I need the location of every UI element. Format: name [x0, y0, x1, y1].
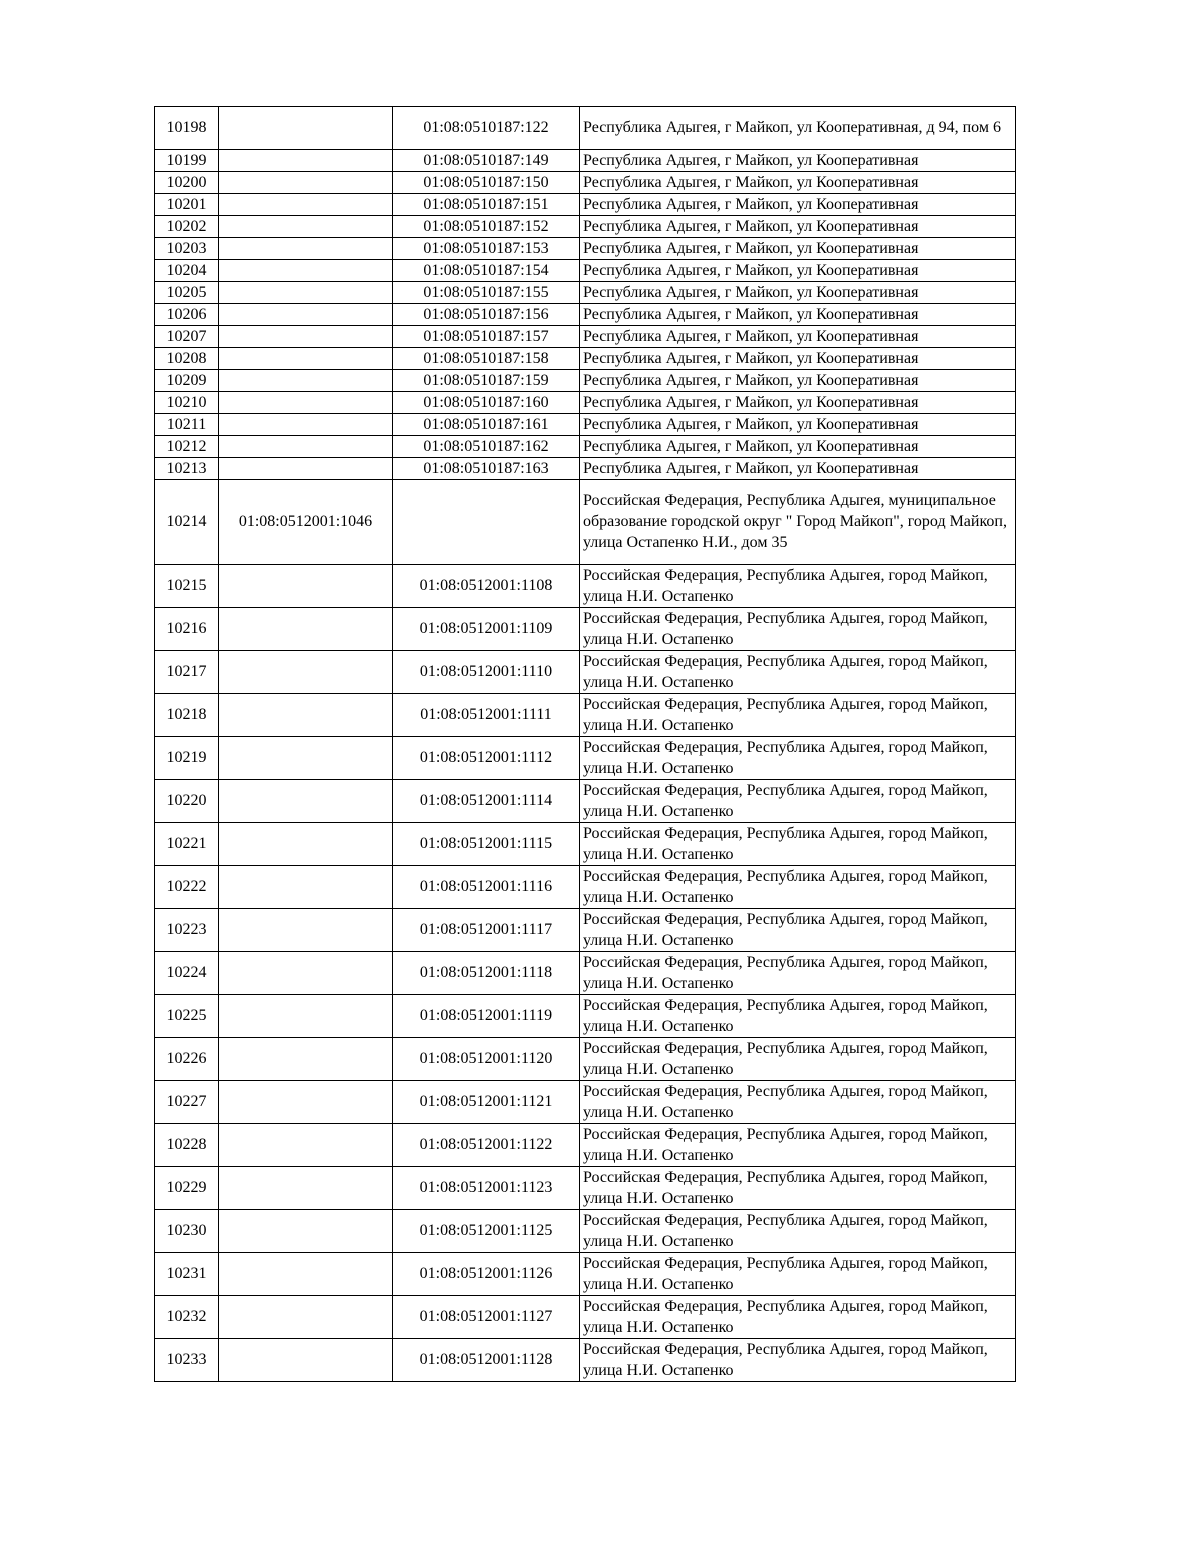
- cadastral-number-cell: [219, 1252, 393, 1295]
- table-row: [155, 1080, 1016, 1123]
- address-cell: Российская Федерация, Республика Адыгея, город Майкоп, улица Н.И. Остапенко: [580, 822, 1016, 865]
- related-cadastral-number-cell: 01:08:0512001:1127: [393, 1295, 580, 1338]
- related-cadastral-number-cell: 01:08:0510187:157: [393, 325, 580, 347]
- table-row: [155, 479, 1016, 564]
- row-number-cell: 10209: [155, 369, 219, 391]
- row-number-cell: 10207: [155, 325, 219, 347]
- related-cadastral-number-cell: [393, 479, 580, 564]
- row-number-cell: 10210: [155, 391, 219, 413]
- related-cadastral-number-cell: 01:08:0512001:1116: [393, 865, 580, 908]
- row-number-cell: 10231: [155, 1252, 219, 1295]
- cadastral-number-cell: [219, 822, 393, 865]
- cadastral-number-cell: [219, 281, 393, 303]
- row-number-cell: 10218: [155, 693, 219, 736]
- address-cell: Российская Федерация, Республика Адыгея, город Майкоп, улица Н.И. Остапенко: [580, 994, 1016, 1037]
- table-row: [155, 171, 1016, 193]
- row-number-cell: 10227: [155, 1080, 219, 1123]
- table-row: [155, 107, 1016, 150]
- related-cadastral-number-cell: 01:08:0512001:1117: [393, 908, 580, 951]
- table-row: [155, 779, 1016, 822]
- related-cadastral-number-cell: 01:08:0512001:1115: [393, 822, 580, 865]
- row-number-cell: 10202: [155, 215, 219, 237]
- related-cadastral-number-cell: 01:08:0512001:1121: [393, 1080, 580, 1123]
- address-cell: Российская Федерация, Республика Адыгея, город Майкоп, улица Н.И. Остапенко: [580, 908, 1016, 951]
- related-cadastral-number-cell: 01:08:0512001:1128: [393, 1338, 580, 1381]
- related-cadastral-number-cell: 01:08:0512001:1109: [393, 607, 580, 650]
- cadastral-number-cell: [219, 951, 393, 994]
- related-cadastral-number-cell: 01:08:0512001:1119: [393, 994, 580, 1037]
- address-cell: Российская Федерация, Республика Адыгея, город Майкоп, улица Н.И. Остапенко: [580, 650, 1016, 693]
- cadastral-number-cell: [219, 994, 393, 1037]
- table-row: [155, 215, 1016, 237]
- address-cell: Республика Адыгея, г Майкоп, ул Кооперативная: [580, 457, 1016, 479]
- cadastral-number-cell: [219, 736, 393, 779]
- table-row: [155, 435, 1016, 457]
- table-row: [155, 564, 1016, 607]
- row-number-cell: 10200: [155, 171, 219, 193]
- row-number-cell: 10205: [155, 281, 219, 303]
- registry-table-body: [155, 107, 1016, 1382]
- table-row: [155, 736, 1016, 779]
- address-cell: Республика Адыгея, г Майкоп, ул Кооперативная: [580, 193, 1016, 215]
- table-row: [155, 457, 1016, 479]
- related-cadastral-number-cell: 01:08:0510187:161: [393, 413, 580, 435]
- related-cadastral-number-cell: 01:08:0510187:151: [393, 193, 580, 215]
- row-number-cell: 10229: [155, 1166, 219, 1209]
- cadastral-number-cell: [219, 369, 393, 391]
- table-row: [155, 369, 1016, 391]
- table-row: [155, 193, 1016, 215]
- table-row: [155, 325, 1016, 347]
- address-cell: Российская Федерация, Республика Адыгея, город Майкоп, улица Н.И. Остапенко: [580, 865, 1016, 908]
- related-cadastral-number-cell: 01:08:0512001:1111: [393, 693, 580, 736]
- related-cadastral-number-cell: 01:08:0512001:1118: [393, 951, 580, 994]
- cadastral-number-cell: [219, 1037, 393, 1080]
- address-cell: Российская Федерация, Республика Адыгея, город Майкоп, улица Н.И. Остапенко: [580, 736, 1016, 779]
- address-cell: Российская Федерация, Республика Адыгея, город Майкоп, улица Н.И. Остапенко: [580, 1166, 1016, 1209]
- cadastral-number-cell: [219, 865, 393, 908]
- row-number-cell: 10208: [155, 347, 219, 369]
- row-number-cell: 10214: [155, 479, 219, 564]
- address-cell: Российская Федерация, Республика Адыгея, город Майкоп, улица Н.И. Остапенко: [580, 607, 1016, 650]
- related-cadastral-number-cell: 01:08:0510187:149: [393, 149, 580, 171]
- table-row: [155, 391, 1016, 413]
- related-cadastral-number-cell: 01:08:0510187:152: [393, 215, 580, 237]
- address-cell: Российская Федерация, Республика Адыгея, город Майкоп, улица Н.И. Остапенко: [580, 1209, 1016, 1252]
- table-row: [155, 822, 1016, 865]
- row-number-cell: 10232: [155, 1295, 219, 1338]
- related-cadastral-number-cell: 01:08:0510187:159: [393, 369, 580, 391]
- cadastral-number-cell: [219, 347, 393, 369]
- related-cadastral-number-cell: 01:08:0510187:162: [393, 435, 580, 457]
- row-number-cell: 10233: [155, 1338, 219, 1381]
- row-number-cell: 10220: [155, 779, 219, 822]
- address-cell: Республика Адыгея, г Майкоп, ул Кооперативная: [580, 259, 1016, 281]
- related-cadastral-number-cell: 01:08:0512001:1122: [393, 1123, 580, 1166]
- table-row: [155, 1295, 1016, 1338]
- address-cell: Республика Адыгея, г Майкоп, ул Кооперативная: [580, 325, 1016, 347]
- related-cadastral-number-cell: 01:08:0510187:154: [393, 259, 580, 281]
- table-row: [155, 347, 1016, 369]
- cadastral-number-cell: [219, 693, 393, 736]
- address-cell: Республика Адыгея, г Майкоп, ул Кооперативная: [580, 435, 1016, 457]
- related-cadastral-number-cell: 01:08:0510187:158: [393, 347, 580, 369]
- table-row: [155, 281, 1016, 303]
- cadastral-number-cell: [219, 1166, 393, 1209]
- cadastral-number-cell: [219, 564, 393, 607]
- related-cadastral-number-cell: 01:08:0510187:150: [393, 171, 580, 193]
- related-cadastral-number-cell: 01:08:0510187:156: [393, 303, 580, 325]
- cadastral-number-cell: [219, 391, 393, 413]
- related-cadastral-number-cell: 01:08:0510187:153: [393, 237, 580, 259]
- cadastral-number-cell: [219, 193, 393, 215]
- cadastral-number-cell: [219, 1209, 393, 1252]
- address-cell: Российская Федерация, Республика Адыгея, город Майкоп, улица Н.И. Остапенко: [580, 1123, 1016, 1166]
- address-cell: Республика Адыгея, г Майкоп, ул Кооперативная: [580, 391, 1016, 413]
- related-cadastral-number-cell: 01:08:0510187:163: [393, 457, 580, 479]
- address-cell: Республика Адыгея, г Майкоп, ул Кооперативная: [580, 171, 1016, 193]
- row-number-cell: 10224: [155, 951, 219, 994]
- row-number-cell: 10204: [155, 259, 219, 281]
- row-number-cell: 10198: [155, 107, 219, 150]
- address-cell: Республика Адыгея, г Майкоп, ул Кооперативная: [580, 347, 1016, 369]
- cadastral-number-cell: [219, 215, 393, 237]
- row-number-cell: 10203: [155, 237, 219, 259]
- address-cell: Российская Федерация, Республика Адыгея, город Майкоп, улица Н.И. Остапенко: [580, 951, 1016, 994]
- related-cadastral-number-cell: 01:08:0510187:122: [393, 107, 580, 150]
- table-row: [155, 951, 1016, 994]
- row-number-cell: 10223: [155, 908, 219, 951]
- row-number-cell: 10230: [155, 1209, 219, 1252]
- cadastral-number-cell: [219, 435, 393, 457]
- address-cell: Российская Федерация, Республика Адыгея, город Майкоп, улица Н.И. Остапенко: [580, 1037, 1016, 1080]
- related-cadastral-number-cell: 01:08:0512001:1110: [393, 650, 580, 693]
- registry-table: [154, 106, 1016, 1382]
- cadastral-number-cell: [219, 607, 393, 650]
- row-number-cell: 10225: [155, 994, 219, 1037]
- address-cell: Республика Адыгея, г Майкоп, ул Кооперативная: [580, 413, 1016, 435]
- cadastral-number-cell: [219, 303, 393, 325]
- related-cadastral-number-cell: 01:08:0512001:1123: [393, 1166, 580, 1209]
- address-cell: Российская Федерация, Республика Адыгея, город Майкоп, улица Н.И. Остапенко: [580, 1295, 1016, 1338]
- address-cell: Российская Федерация, Республика Адыгея, город Майкоп, улица Н.И. Остапенко: [580, 1338, 1016, 1381]
- row-number-cell: 10219: [155, 736, 219, 779]
- related-cadastral-number-cell: 01:08:0512001:1125: [393, 1209, 580, 1252]
- cadastral-number-cell: [219, 237, 393, 259]
- cadastral-number-cell: [219, 1338, 393, 1381]
- address-cell: Республика Адыгея, г Майкоп, ул Кооперативная: [580, 281, 1016, 303]
- related-cadastral-number-cell: 01:08:0510187:155: [393, 281, 580, 303]
- row-number-cell: 10199: [155, 149, 219, 171]
- table-row: [155, 1166, 1016, 1209]
- cadastral-number-cell: [219, 149, 393, 171]
- table-row: [155, 413, 1016, 435]
- row-number-cell: 10201: [155, 193, 219, 215]
- address-cell: Республика Адыгея, г Майкоп, ул Кооперативная: [580, 215, 1016, 237]
- table-row: [155, 650, 1016, 693]
- cadastral-number-cell: 01:08:0512001:1046: [219, 479, 393, 564]
- address-cell: Республика Адыгея, г Майкоп, ул Кооперативная: [580, 149, 1016, 171]
- row-number-cell: 10206: [155, 303, 219, 325]
- table-row: [155, 1123, 1016, 1166]
- cadastral-number-cell: [219, 1295, 393, 1338]
- cadastral-number-cell: [219, 650, 393, 693]
- row-number-cell: 10212: [155, 435, 219, 457]
- row-number-cell: 10222: [155, 865, 219, 908]
- address-cell: Российская Федерация, Республика Адыгея, город Майкоп, улица Н.И. Остапенко: [580, 564, 1016, 607]
- cadastral-number-cell: [219, 779, 393, 822]
- table-row: [155, 693, 1016, 736]
- cadastral-number-cell: [219, 259, 393, 281]
- address-cell: Российская Федерация, Республика Адыгея, город Майкоп, улица Н.И. Остапенко: [580, 1252, 1016, 1295]
- table-row: [155, 149, 1016, 171]
- cadastral-number-cell: [219, 325, 393, 347]
- table-row: [155, 607, 1016, 650]
- table-row: [155, 865, 1016, 908]
- cadastral-number-cell: [219, 413, 393, 435]
- row-number-cell: 10215: [155, 564, 219, 607]
- row-number-cell: 10211: [155, 413, 219, 435]
- related-cadastral-number-cell: 01:08:0512001:1108: [393, 564, 580, 607]
- related-cadastral-number-cell: 01:08:0512001:1120: [393, 1037, 580, 1080]
- address-cell: Республика Адыгея, г Майкоп, ул Кооперативная: [580, 303, 1016, 325]
- related-cadastral-number-cell: 01:08:0512001:1126: [393, 1252, 580, 1295]
- address-cell: Республика Адыгея, г Майкоп, ул Кооперативная: [580, 237, 1016, 259]
- table-row: [155, 1209, 1016, 1252]
- table-row: [155, 237, 1016, 259]
- cadastral-number-cell: [219, 1080, 393, 1123]
- row-number-cell: 10226: [155, 1037, 219, 1080]
- cadastral-number-cell: [219, 107, 393, 150]
- related-cadastral-number-cell: 01:08:0512001:1112: [393, 736, 580, 779]
- table-row: [155, 1252, 1016, 1295]
- address-cell: Республика Адыгея, г Майкоп, ул Кооперативная: [580, 369, 1016, 391]
- address-cell: Республика Адыгея, г Майкоп, ул Кооперативная, д 94, пом 6: [580, 107, 1016, 150]
- cadastral-number-cell: [219, 171, 393, 193]
- address-cell: Российская Федерация, Республика Адыгея, город Майкоп, улица Н.И. Остапенко: [580, 779, 1016, 822]
- row-number-cell: 10217: [155, 650, 219, 693]
- cadastral-number-cell: [219, 457, 393, 479]
- cadastral-number-cell: [219, 908, 393, 951]
- address-cell: Российская Федерация, Республика Адыгея, город Майкоп, улица Н.И. Остапенко: [580, 693, 1016, 736]
- row-number-cell: 10213: [155, 457, 219, 479]
- address-cell: Российская Федерация, Республика Адыгея, муниципальное образование городской округ " Город Майкоп", город Майкоп, улица Остапенко Н.И., дом 35: [580, 479, 1016, 564]
- table-row: [155, 1338, 1016, 1381]
- row-number-cell: 10221: [155, 822, 219, 865]
- row-number-cell: 10216: [155, 607, 219, 650]
- related-cadastral-number-cell: 01:08:0510187:160: [393, 391, 580, 413]
- table-row: [155, 908, 1016, 951]
- related-cadastral-number-cell: 01:08:0512001:1114: [393, 779, 580, 822]
- table-row: [155, 303, 1016, 325]
- row-number-cell: 10228: [155, 1123, 219, 1166]
- table-row: [155, 1037, 1016, 1080]
- table-row: [155, 259, 1016, 281]
- address-cell: Российская Федерация, Республика Адыгея, город Майкоп, улица Н.И. Остапенко: [580, 1080, 1016, 1123]
- table-row: [155, 994, 1016, 1037]
- cadastral-number-cell: [219, 1123, 393, 1166]
